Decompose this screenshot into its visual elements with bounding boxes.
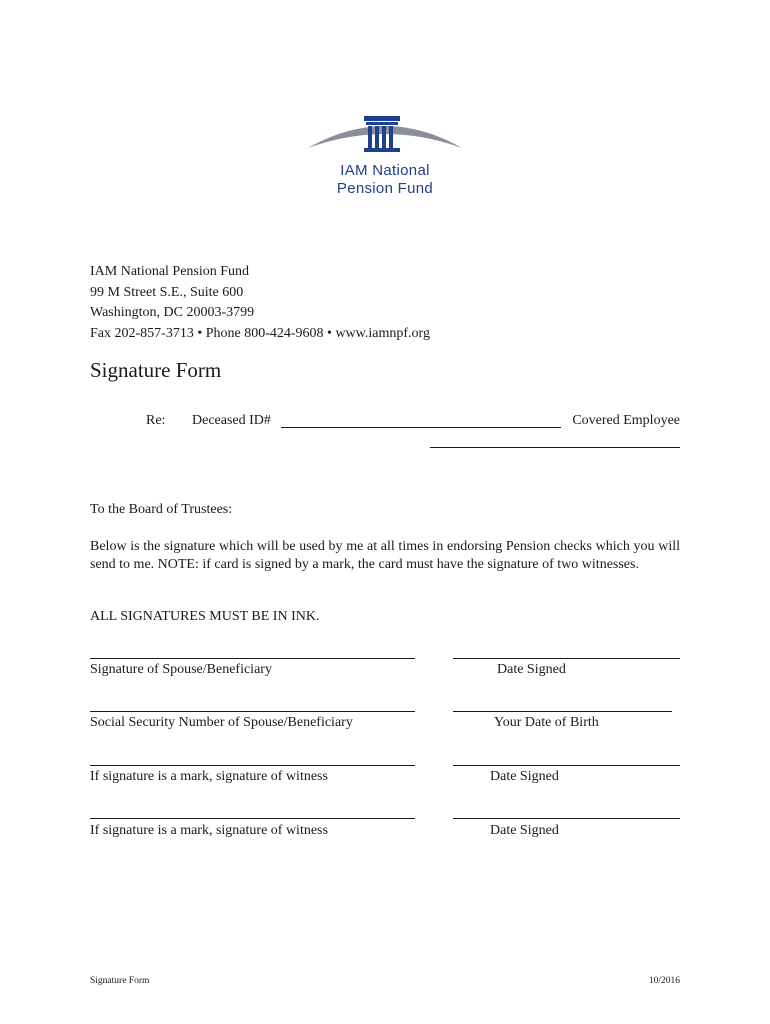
witness-1-date-label: Date Signed: [490, 769, 559, 784]
witness-1-date-field[interactable]: [453, 765, 680, 766]
address-block: [90, 262, 430, 344]
address-city: Washington, DC 20003-3799: [90, 305, 255, 321]
date-of-birth-label: Your Date of Birth: [494, 715, 599, 730]
form-title: Signature Form: [90, 358, 222, 382]
witness-2-signature-field[interactable]: [90, 818, 415, 819]
covered-employee-field[interactable]: [430, 447, 680, 448]
witness-1-signature-field[interactable]: [90, 765, 415, 766]
date-of-birth-field[interactable]: [453, 711, 672, 712]
address-contact: Fax 202-857-3713 • Phone 800-424-9608 • www.iamnpf.org: [90, 325, 430, 341]
witness-2-date-field[interactable]: [453, 818, 680, 819]
ssn-label: Social Security Number of Spouse/Beneficiary: [90, 715, 353, 730]
covered-employee-label: Covered Employee: [572, 413, 680, 428]
address-org: IAM National Pension Fund: [90, 264, 250, 279]
salutation: To the Board of Trustees:: [90, 502, 233, 517]
spouse-signature-label: Signature of Spouse/Beneficiary: [90, 662, 272, 677]
date-signed-field[interactable]: [453, 658, 680, 659]
footer-revision-date: 10/2016: [648, 976, 680, 986]
logo-text-line1: IAM National: [340, 162, 430, 179]
deceased-id-field[interactable]: [281, 427, 561, 428]
instructions-paragraph: Below is the signature which will be used by me at all times in endorsing Pension checks which you will send to me. NOTE: if card is signed by a mark, the card must have the signature of two witnesses.: [90, 539, 680, 572]
ssn-field[interactable]: [90, 711, 415, 712]
spouse-signature-field[interactable]: [90, 658, 415, 659]
logo-text-line2: Pension Fund: [336, 180, 434, 197]
date-signed-label: Date Signed: [497, 662, 566, 677]
re-label: Re:: [146, 413, 166, 428]
address-street: 99 M Street S.E., Suite 600: [90, 284, 244, 300]
iam-logo: [300, 110, 470, 205]
re-row: [146, 413, 680, 433]
witness-1-signature-label: If signature is a mark, signature of witness: [90, 769, 328, 784]
witness-2-date-label: Date Signed: [490, 823, 559, 838]
deceased-id-label: Deceased ID#: [192, 413, 271, 428]
column-building-icon: [300, 110, 470, 160]
ink-notice: ALL SIGNATURES MUST BE IN INK.: [90, 609, 320, 624]
footer-form-name: Signature Form: [90, 976, 150, 986]
witness-2-signature-label: If signature is a mark, signature of witness: [90, 823, 328, 838]
